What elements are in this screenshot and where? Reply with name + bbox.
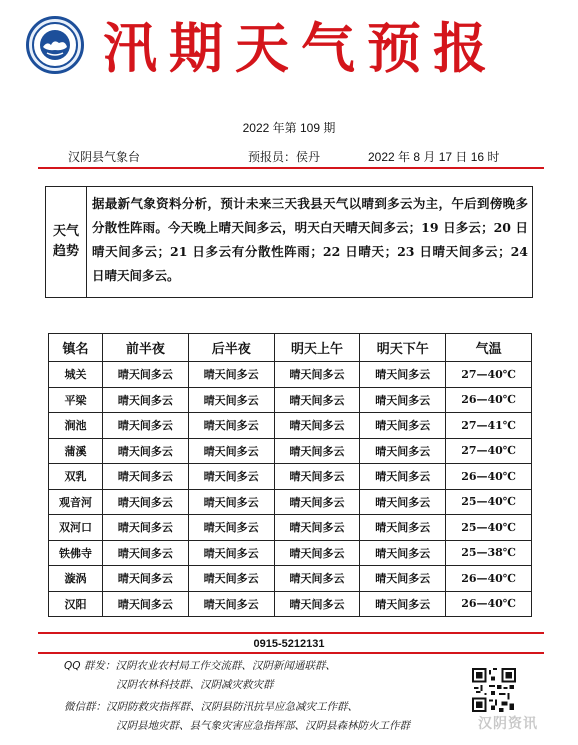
- forecaster: 预报员：侯丹: [248, 150, 321, 164]
- weather-cell: 晴天间多云: [274, 591, 360, 617]
- weather-cell: 晴天间多云: [103, 438, 189, 464]
- qr-code-icon[interactable]: [472, 668, 516, 712]
- weather-cell: 晴天间多云: [188, 566, 274, 592]
- weather-cell: 晴天间多云: [274, 566, 360, 592]
- table-row: [49, 515, 532, 541]
- weather-cell: 晴天间多云: [188, 464, 274, 490]
- watermark: 汉阴资讯: [478, 716, 538, 732]
- weather-cell: 晴天间多云: [360, 413, 446, 439]
- weather-cell: 晴天间多云: [274, 438, 360, 464]
- weather-cell: 晴天间多云: [360, 362, 446, 388]
- issue-number: 2022 年第 109 期: [242, 121, 336, 135]
- weather-cell: 晴天间多云: [274, 515, 360, 541]
- wechat-groups-line1: 微信群：汉阴防救灾指挥群、汉阴县防汛抗旱应急减灾工作群、: [64, 701, 358, 713]
- weather-cell: 晴天间多云: [360, 540, 446, 566]
- meteorological-emblem-icon: [26, 16, 84, 74]
- issue-datetime: 2022 年 8 月 17 日 16 时: [368, 150, 500, 164]
- page-title: 汛期天气预报: [103, 16, 499, 80]
- weather-cell: 晴天间多云: [274, 413, 360, 439]
- forecast-label-cell: [46, 187, 87, 297]
- footer-rule-top: [38, 632, 544, 634]
- table-header-row: [49, 334, 532, 362]
- table-row: [49, 464, 532, 490]
- weather-cell: 晴天间多云: [188, 591, 274, 617]
- weather-cell: 晴天间多云: [103, 413, 189, 439]
- temperature-cell: 25—40℃: [446, 515, 532, 541]
- weather-cell: 晴天间多云: [360, 438, 446, 464]
- town-name-cell: 城关: [49, 362, 103, 388]
- weather-cell: 晴天间多云: [188, 387, 274, 413]
- town-name-cell: 涧池: [49, 413, 103, 439]
- table-header: 明天下午: [360, 334, 446, 362]
- weather-cell: 晴天间多云: [103, 362, 189, 388]
- temperature-cell: 26—40℃: [446, 387, 532, 413]
- temperature-cell: 27—40℃: [446, 438, 532, 464]
- weather-cell: 晴天间多云: [103, 540, 189, 566]
- qq-groups-line2: 汉阴农林科技群、汉阴减灾救灾群: [116, 679, 274, 691]
- footer-rule: [38, 652, 544, 654]
- weather-cell: 晴天间多云: [274, 464, 360, 490]
- table-header: 气温: [446, 334, 532, 362]
- weather-cell: 晴天间多云: [188, 489, 274, 515]
- weather-cell: 晴天间多云: [360, 566, 446, 592]
- table-row: [49, 566, 532, 592]
- weather-cell: 晴天间多云: [103, 566, 189, 592]
- header-rule: [38, 167, 544, 169]
- weather-cell: 晴天间多云: [360, 464, 446, 490]
- weather-cell: 晴天间多云: [103, 591, 189, 617]
- weather-cell: 晴天间多云: [360, 489, 446, 515]
- weather-cell: 晴天间多云: [274, 540, 360, 566]
- organization: 汉阴县气象台: [68, 150, 141, 164]
- info-row: [40, 148, 540, 166]
- weather-cell: 晴天间多云: [188, 540, 274, 566]
- weather-cell: 晴天间多云: [188, 438, 274, 464]
- forecast-label: 天气趋势: [52, 224, 79, 259]
- town-name-cell: 双河口: [49, 515, 103, 541]
- forecast-text: 据最新气象资料分析，预计未来三天我县天气以晴到多云为主，午后到傍晚多分散性阵雨。今天晚上晴天间多云，明天白天晴天间多云；19 日多云；20 日晴天间多云；21 日多云有分散性阵雨；22 日晴天；23 日晴天间多云；24 日晴天间多云。: [92, 196, 528, 283]
- qq-groups-line1: QQ 群发：汉阴农业农村局工作交流群、汉阴新闻通联群、: [64, 660, 336, 672]
- weather-cell: 晴天间多云: [188, 413, 274, 439]
- temperature-cell: 25—38℃: [446, 540, 532, 566]
- weather-cell: 晴天间多云: [360, 515, 446, 541]
- table-row: [49, 591, 532, 617]
- temperature-cell: 27—40℃: [446, 362, 532, 388]
- table-row: [49, 438, 532, 464]
- temperature-cell: 26—40℃: [446, 566, 532, 592]
- weather-cell: 晴天间多云: [274, 362, 360, 388]
- town-name-cell: 观音河: [49, 489, 103, 515]
- table-row: [49, 413, 532, 439]
- table-header: 明天上午: [274, 334, 360, 362]
- table-header: 镇名: [49, 334, 103, 362]
- town-name-cell: 漩涡: [49, 566, 103, 592]
- table-row: [49, 489, 532, 515]
- phone-number: 0915-5212131: [253, 638, 325, 650]
- table-row: [49, 387, 532, 413]
- town-name-cell: 铁佛寺: [49, 540, 103, 566]
- temperature-cell: 26—40℃: [446, 464, 532, 490]
- town-name-cell: 双乳: [49, 464, 103, 490]
- weather-cell: 晴天间多云: [360, 387, 446, 413]
- table-row: [49, 362, 532, 388]
- weather-cell: 晴天间多云: [103, 515, 189, 541]
- weather-cell: 晴天间多云: [360, 591, 446, 617]
- town-name-cell: 蒲溪: [49, 438, 103, 464]
- temperature-cell: 26—40℃: [446, 591, 532, 617]
- town-name-cell: 汉阳: [49, 591, 103, 617]
- forecast-box: [45, 186, 533, 298]
- weather-cell: 晴天间多云: [274, 489, 360, 515]
- temperature-cell: 27—41℃: [446, 413, 532, 439]
- weather-cell: 晴天间多云: [274, 387, 360, 413]
- town-forecast-table: [48, 333, 532, 617]
- weather-cell: 晴天间多云: [188, 362, 274, 388]
- table-header: 前半夜: [103, 334, 189, 362]
- temperature-cell: 25—40℃: [446, 489, 532, 515]
- table-row: [49, 540, 532, 566]
- weather-cell: 晴天间多云: [103, 489, 189, 515]
- weather-cell: 晴天间多云: [188, 515, 274, 541]
- table-header: 后半夜: [188, 334, 274, 362]
- weather-cell: 晴天间多云: [103, 387, 189, 413]
- weather-cell: 晴天间多云: [103, 464, 189, 490]
- wechat-groups-line2: 汉阴县地灾群、县气象灾害应急指挥部、汉阴县森林防火工作群: [116, 720, 410, 732]
- town-name-cell: 平梁: [49, 387, 103, 413]
